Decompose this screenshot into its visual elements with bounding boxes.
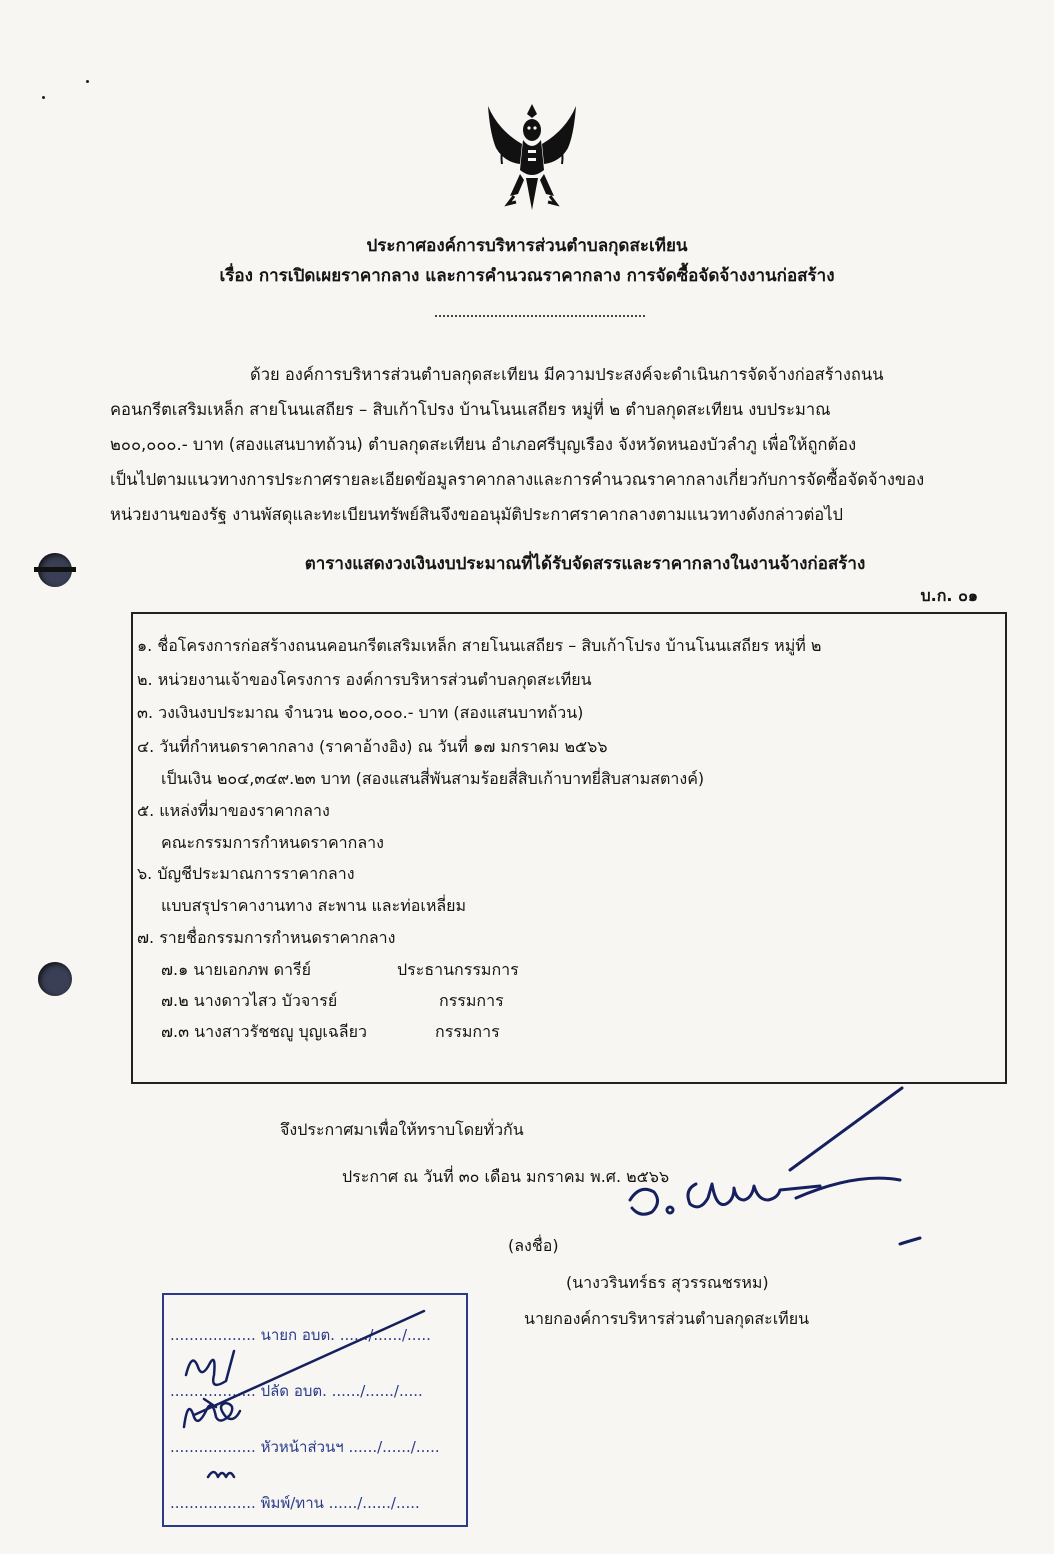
stamp-row: .................. หัวหน้าส่วนฯ ....../....../.....	[170, 1438, 440, 1456]
committee-role: ประธานกรรมการ	[397, 960, 519, 979]
committee-role: กรรมการ	[439, 991, 504, 1010]
closing-text: จึงประกาศมาเพื่อให้ทราบโดยทั่วกัน	[280, 1120, 524, 1139]
item-5: ๕. แหล่งที่มาของราคากลาง	[137, 801, 330, 820]
stamp-row: .................. นายก อบต. ....../....../.....	[170, 1326, 431, 1344]
announce-date: ประกาศ ณ วันที่ ๓๐ เดือน มกราคม พ.ศ. ๒๕๖๖	[342, 1167, 670, 1186]
intro-line: เป็นไปตามแนวทางการประกาศรายละเอียดข้อมูลราคากลางและการคำนวณราคากลางเกี่ยวกับการจัดซื้อจัดจ้างของ	[110, 470, 925, 489]
signer-title: นายกองค์การบริหารส่วนตำบลกุดสะเทียน	[524, 1309, 810, 1328]
stamp-initials-icon	[164, 1295, 466, 1525]
speck	[86, 80, 89, 83]
header-line-2: เรื่อง การเปิดเผยราคากลาง และการคำนวณราคากลาง การจัดซื้อจัดจ้างงานก่อสร้าง	[219, 266, 835, 286]
header-line-1: ประกาศองค์การบริหารส่วนตำบลกุดสะเทียน	[366, 236, 688, 256]
item-3: ๓. วงเงินงบประมาณ จำนวน ๒๐๐,๐๐๐.- บาท (สองแสนบาทถ้วน)	[137, 703, 584, 722]
intro-line: ด้วย องค์การบริหารส่วนตำบลกุดสะเทียน มีความประสงค์จะดำเนินการจัดจ้างก่อสร้างถนน	[250, 365, 884, 384]
project-details-box	[131, 612, 1007, 1084]
item-7: ๗. รายชื่อกรรมการกำหนดราคากลาง	[137, 928, 396, 947]
table-title: ตารางแสดงวงเงินงบประมาณที่ได้รับจัดสรรและราคากลางในงานจ้างก่อสร้าง	[304, 554, 866, 574]
intro-line: ๒๐๐,๐๐๐.- บาท (สองแสนบาทถ้วน) ตำบลกุดสะเทียน อำเภอศรีบุญเรือง จังหวัดหนองบัวลำภู เพื่อให้ถูกต้อง	[110, 435, 857, 454]
committee-name: ๗.๒ นางดาวไสว บัวจารย์	[161, 991, 338, 1010]
committee-role: กรรมการ	[435, 1022, 500, 1041]
speck	[42, 96, 45, 99]
item-2: ๒. หน่วยงานเจ้าของโครงการ องค์การบริหารส่วนตำบลกุดสะเทียน	[137, 670, 592, 689]
signed-label: (ลงชื่อ)	[508, 1236, 559, 1255]
separator-dots	[435, 315, 645, 317]
approval-stamp	[162, 1293, 468, 1527]
punch-hole	[38, 962, 72, 996]
item-4: ๔. วันที่กำหนดราคากลาง (ราคาอ้างอิง) ณ วันที่ ๑๗ มกราคม ๒๕๖๖	[137, 737, 608, 756]
item-6: ๖. บัญชีประมาณการราคากลาง	[137, 864, 355, 883]
form-code: บ.ก. ๐๑	[920, 586, 978, 605]
stamp-row: .................. พิมพ์/ทาน ....../....../.....	[170, 1494, 420, 1512]
item-4-amount: เป็นเงิน ๒๐๔,๓๔๙.๒๓ บาท (สองแสนสี่พันสามร้อยสี่สิบเก้าบาทยี่สิบสามสตางค์)	[161, 769, 705, 788]
stamp-row: .................. ปลัด อบต. ....../....../.....	[170, 1382, 423, 1400]
signer-name: (นางวรินทร์ธร สุวรรณชรหม)	[566, 1273, 769, 1292]
committee-name: ๗.๓ นางสาวรัชชญู บุญเฉลียว	[161, 1022, 367, 1041]
committee-name: ๗.๑ นายเอกภพ ดารีย์	[161, 960, 311, 979]
intro-line: หน่วยงานของรัฐ งานพัสดุและทะเบียนทรัพย์สินจึงขออนุมัติประกาศราคากลางตามแนวทางดังกล่าวต่อไป	[110, 505, 843, 524]
signature-icon	[600, 1080, 940, 1270]
item-6-detail: แบบสรุปราคางานทาง สะพาน และท่อเหลี่ยม	[161, 896, 467, 915]
garuda-emblem-icon	[484, 100, 580, 218]
intro-line: คอนกรีตเสริมเหล็ก สายโนนเสถียร – สิบเก้าโปรง บ้านโนนเสถียร หมู่ที่ ๒ ตำบลกุดสะเทียน งบประมาณ	[110, 400, 831, 419]
item-5-detail: คณะกรรมการกำหนดราคากลาง	[161, 833, 384, 852]
item-1: ๑. ชื่อโครงการก่อสร้างถนนคอนกรีตเสริมเหล็ก สายโนนเสถียร – สิบเก้าโปรง บ้านโนนเสถียร หมู่ที่ ๒	[137, 636, 822, 655]
